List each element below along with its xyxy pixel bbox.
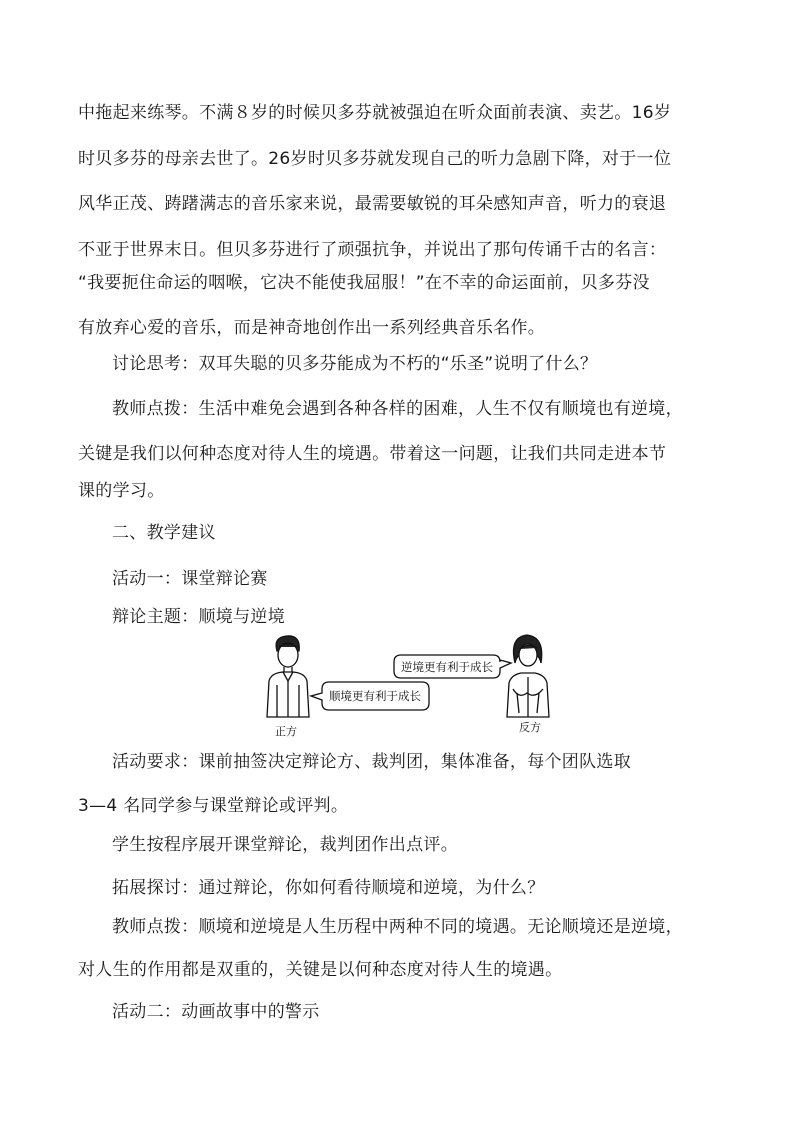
paragraph-line: 不亚于世界末日。但贝多芬进行了顽强抗争，并说出了那句传诵千古的名言：: [78, 240, 667, 260]
paragraph-line: 关键是我们以何种态度对待人生的境遇。带着这一问题，让我们共同走进本节: [78, 444, 667, 464]
activity-title: 活动一：课堂辩论赛: [112, 569, 268, 589]
paragraph-line: 对人生的作用都是双重的，关键是以何种态度对待人生的境遇。: [78, 960, 563, 980]
paragraph-line: “我要扼住命运的咽喉，它决不能使我屈服！”在不幸的命运面前，贝多芬没: [78, 273, 650, 293]
debate-svg: [255, 633, 565, 743]
section-heading: 二、教学建议: [112, 523, 216, 543]
paragraph-line: 风华正茂、踌躇满志的音乐家来说，最需要敏锐的耳朵感知声音，听力的衰退: [78, 194, 667, 214]
activity-title: 活动二：动画故事中的警示: [112, 1002, 320, 1022]
pro-person-icon: [267, 636, 309, 717]
paragraph-line: 时贝多芬的母亲去世了。26岁时贝多芬就发现自己的听力急剧下降，对于一位: [78, 149, 672, 169]
pro-bubble-text: 顺境更有利于成长: [329, 689, 421, 703]
paragraph-line: 课的学习。: [78, 481, 165, 501]
teacher-guidance: 教师点拨：生活中难免会遇到各种各样的困难，人生不仅有顺境也有逆境，: [112, 399, 683, 419]
con-bubble-text: 逆境更有利于成长: [401, 660, 493, 674]
activity-requirement: 活动要求：课前抽签决定辩论方、裁判团，集体准备，每个团队选取: [112, 752, 631, 772]
con-caption: 反方: [519, 721, 541, 734]
paragraph-line: 学生按程序展开课堂辩论，裁判团作出点评。: [112, 835, 458, 855]
con-speech-bubble: [394, 655, 511, 678]
pro-caption: 正方: [275, 725, 297, 738]
teacher-guidance: 教师点拨：顺境和逆境是人生历程中两种不同的境遇。无论顺境还是逆境，: [112, 917, 683, 937]
paragraph-line: 3—4 名同学参与课堂辩论或评判。: [78, 796, 349, 816]
discussion-question: 讨论思考：双耳失聪的贝多芬能成为不朽的“乐圣”说明了什么？: [112, 354, 598, 374]
con-person-icon: [507, 635, 549, 717]
paragraph-line: 有放弃心爱的音乐，而是神奇地创作出一系列经典音乐名作。: [78, 318, 546, 338]
debate-topic: 辩论主题：顺境与逆境: [112, 607, 285, 627]
extension-discussion: 拓展探讨：通过辩论，你如何看待顺境和逆境，为什么？: [112, 878, 545, 898]
pro-speech-bubble: [311, 682, 429, 710]
paragraph-line: 中拖起来练琴。不满８岁的时候贝多芬就被强迫在听众面前表演、卖艺。16岁: [78, 103, 672, 123]
debate-illustration: [255, 633, 565, 743]
